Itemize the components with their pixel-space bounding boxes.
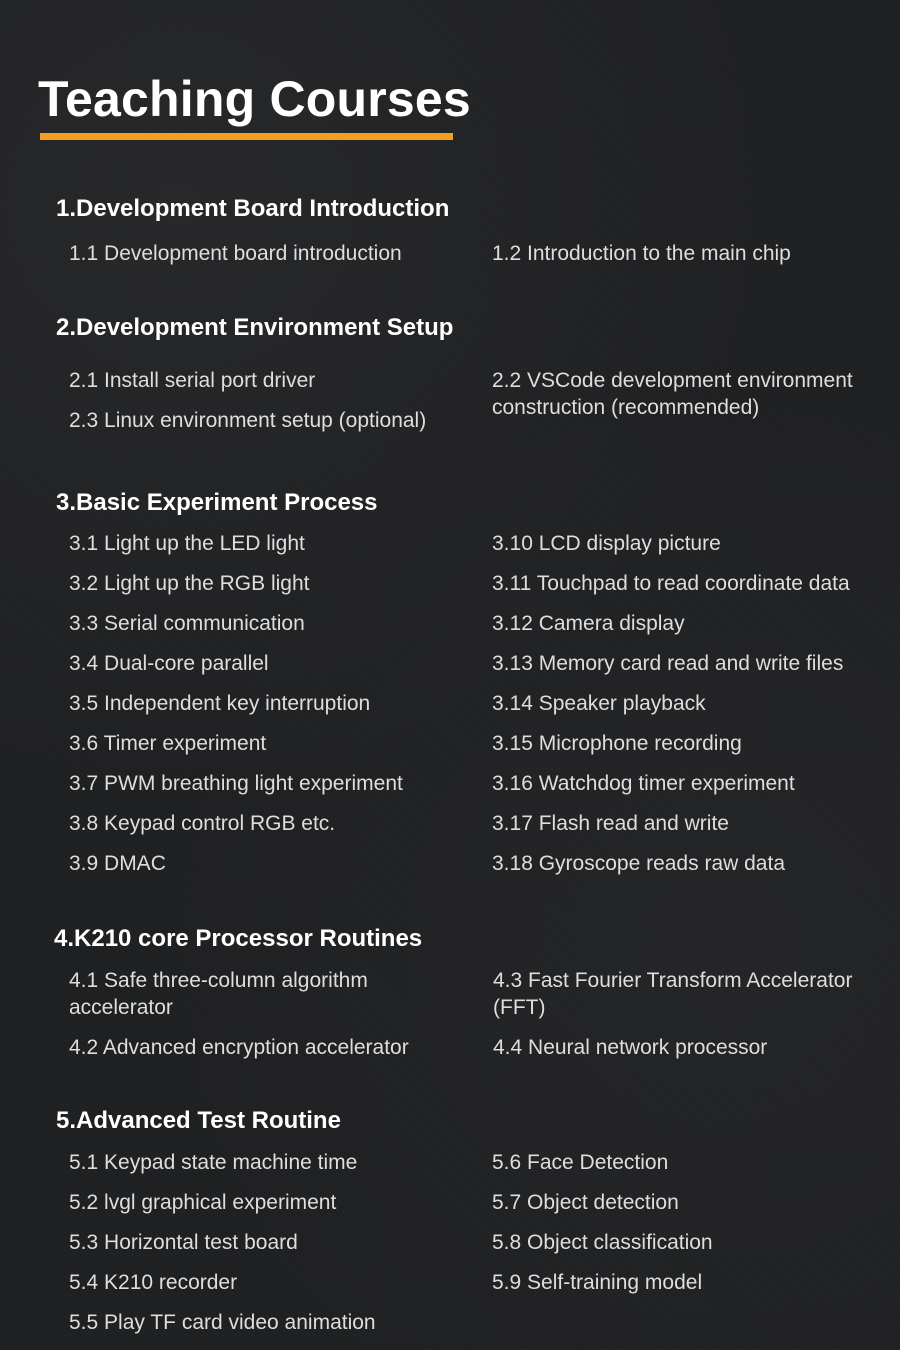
course-item: 3.14 Speaker playback [492,692,706,715]
course-item: 3.6 Timer experiment [69,732,267,755]
course-item: 5.3 Horizontal test board [69,1231,298,1254]
course-item: 5.7 Object detection [492,1191,679,1214]
section-heading-1: 1.Development Board Introduction [56,195,450,222]
section-heading-2: 2.Development Environment Setup [56,314,454,341]
section-heading-5: 5.Advanced Test Routine [56,1107,341,1134]
course-item: 3.13 Memory card read and write files [492,652,844,675]
course-item: 3.8 Keypad control RGB etc. [69,812,336,835]
section-heading-3: 3.Basic Experiment Process [56,489,378,516]
course-item: 4.1 Safe three-column algorithm accelerator [69,969,368,1019]
title-underline [40,133,453,140]
course-item: 3.16 Watchdog timer experiment [492,772,795,795]
course-item: 1.1 Development board introduction [69,242,402,265]
course-item: 3.18 Gyroscope reads raw data [492,852,785,875]
course-item: 4.2 Advanced encryption accelerator [69,1036,409,1059]
section-heading-4: 4.K210 core Processor Routines [54,925,423,952]
course-item: 3.17 Flash read and write [492,812,729,835]
course-item: 3.5 Independent key interruption [69,692,371,715]
course-item: 5.9 Self-training model [492,1271,703,1294]
course-item: 3.11 Touchpad to read coordinate data [492,572,850,595]
course-item: 5.1 Keypad state machine time [69,1151,358,1174]
course-item: 3.2 Light up the RGB light [69,572,310,595]
course-item: 4.4 Neural network processor [493,1036,768,1059]
course-item: 3.4 Dual-core parallel [69,652,269,675]
course-item: 5.8 Object classification [492,1231,713,1254]
course-item: 3.1 Light up the LED light [69,532,305,555]
course-item: 2.2 VSCode development environment construction (recommended) [492,369,853,419]
course-item: 3.9 DMAC [69,852,166,875]
course-item: 5.5 Play TF card video animation [69,1311,376,1334]
course-item: 3.3 Serial communication [69,612,305,635]
course-item: 5.4 K210 recorder [69,1271,238,1294]
course-item: 3.12 Camera display [492,612,685,635]
course-item: 3.10 LCD display picture [492,532,721,555]
page-title: Teaching Courses [38,71,471,127]
course-item: 3.15 Microphone recording [492,732,742,755]
course-item: 5.6 Face Detection [492,1151,669,1174]
course-item: 1.2 Introduction to the main chip [492,242,791,265]
course-item: 2.1 Install serial port driver [69,369,316,392]
course-item: 5.2 lvgl graphical experiment [69,1191,337,1214]
course-item: 4.3 Fast Fourier Transform Accelerator (FFT) [493,969,853,1019]
course-item: 3.7 PWM breathing light experiment [69,772,403,795]
course-item: 2.3 Linux environment setup (optional) [69,409,427,432]
